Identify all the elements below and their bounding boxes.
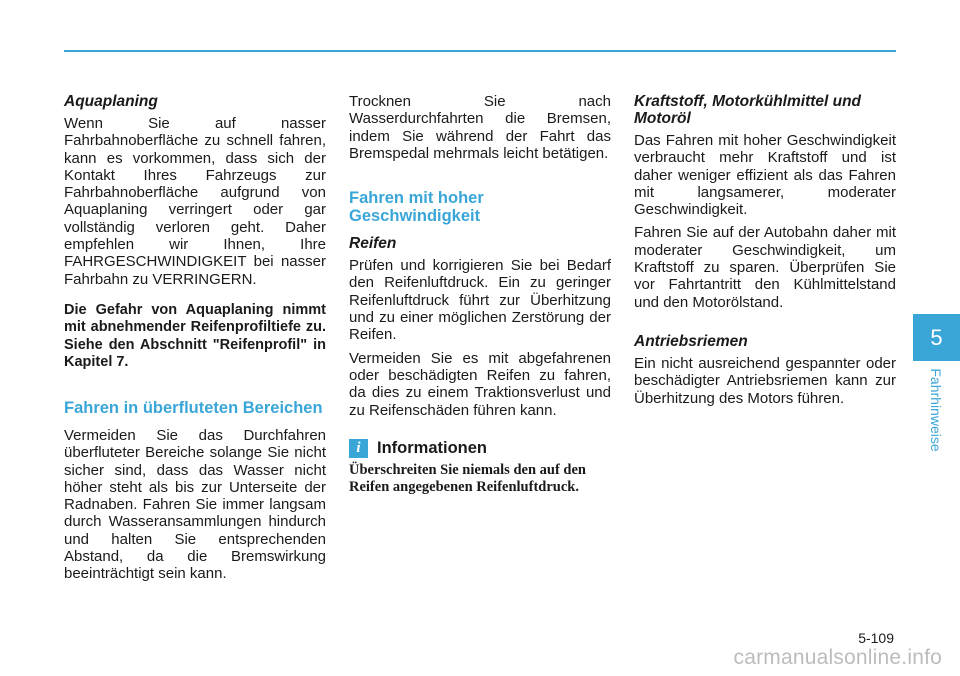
info-label: Informationen <box>377 438 487 457</box>
paragraph-aquaplaning: Wenn Sie auf nasser Fahrbahnoberfläche zu schnell fahren, kann es vorkommen, dass sich der Kontakt Ihres Fahrzeugs zur Fahrbahnoberfläche aufgrund von Aquaplaning verringert oder gar vollständig verloren geht. Daher empfehlen wir Ihnen, Ihre FAHRGESCHWINDIGKEIT bei nasser Fahrbahn zu VERRINGERN. <box>64 115 326 288</box>
paragraph-motorway: Fahren Sie auf der Autobahn daher mit moderater Geschwindigkeit, um Kraftstoff zu sparen. Überprüfen Sie vor Fahrtantritt den Kühlmittelstand und den Motorölstand. <box>634 224 896 311</box>
paragraph-drive-belt: Ein nicht ausreichend gespannter oder beschädigter Antriebsriemen kann zur Überhitzung des Motors führen. <box>634 354 896 407</box>
column-2 <box>349 93 611 497</box>
top-divider <box>64 50 896 52</box>
heading-flooded-areas: Fahren in überfluteten Bereichen <box>64 398 323 417</box>
column-1 <box>64 93 326 583</box>
info-icon: i <box>349 439 368 458</box>
chapter-tab: 5 <box>913 314 960 361</box>
paragraph-fuel-consumption: Das Fahren mit hoher Geschwindigkeit verbraucht mehr Kraftstoff und ist daher weniger effizient als das Fahren mit langsamerer, moderater Geschwindigkeit. <box>634 132 896 219</box>
heading-aquaplaning: Aquaplaning <box>64 93 158 110</box>
paragraph-worn-tires: Vermeiden Sie es mit abgefahrenen oder beschädigten Reifen zu fahren, da dies zu einem Traktionsverlust und zu Reifenschäden führen kann. <box>349 349 611 419</box>
page-number: 5-109 <box>858 630 894 646</box>
paragraph-flooded-areas: Vermeiden Sie das Durchfahren überfluteter Bereiche solange Sie nicht sicher sind, dass das Wasser nicht höher steht als bis zur Unterseite der Radnaben. Fahren Sie immer langsam durch Wasseransammlungen hindurch und halten Sie entsprechenden Abstand, da die Bremswirkung beeinträchtigt sein kann. <box>64 426 326 583</box>
info-box-title <box>349 439 611 458</box>
info-text: Überschreiten Sie niemals den auf den Reifen angegebenen Reifenluftdruck. <box>349 461 586 496</box>
watermark: carmanualsonline.info <box>733 646 942 669</box>
heading-fuel-coolant-oil: Kraftstoff, Motorkühlmittel und Motoröl <box>634 93 862 127</box>
paragraph-aquaplaning-warning: Die Gefahr von Aquaplaning nimmt mit abnehmender Reifenprofiltiefe zu. Siehe den Abschnitt "Reifenprofil" in Kapitel 7. <box>64 301 326 371</box>
paragraph-tire-pressure: Prüfen und korrigieren Sie bei Bedarf den Reifenluftdruck. Ein zu geringer Reifenluftdruck führt zur Überhitzung und zu einer möglichen Zerstörung der Reifen. <box>349 257 611 344</box>
heading-drive-belt: Antriebsriemen <box>634 332 748 350</box>
heading-high-speed: Fahren mit hoher Geschwindigkeit <box>349 189 484 226</box>
paragraph-dry-brakes: Trocknen Sie nach Wasserdurchfahrten die Bremsen, indem Sie während der Fahrt das Bremspedal mehrmals leicht betätigen. <box>349 93 611 162</box>
column-3 <box>634 93 896 407</box>
chapter-side-label: Fahrhinweise <box>928 368 944 452</box>
heading-tires: Reifen <box>349 235 397 253</box>
